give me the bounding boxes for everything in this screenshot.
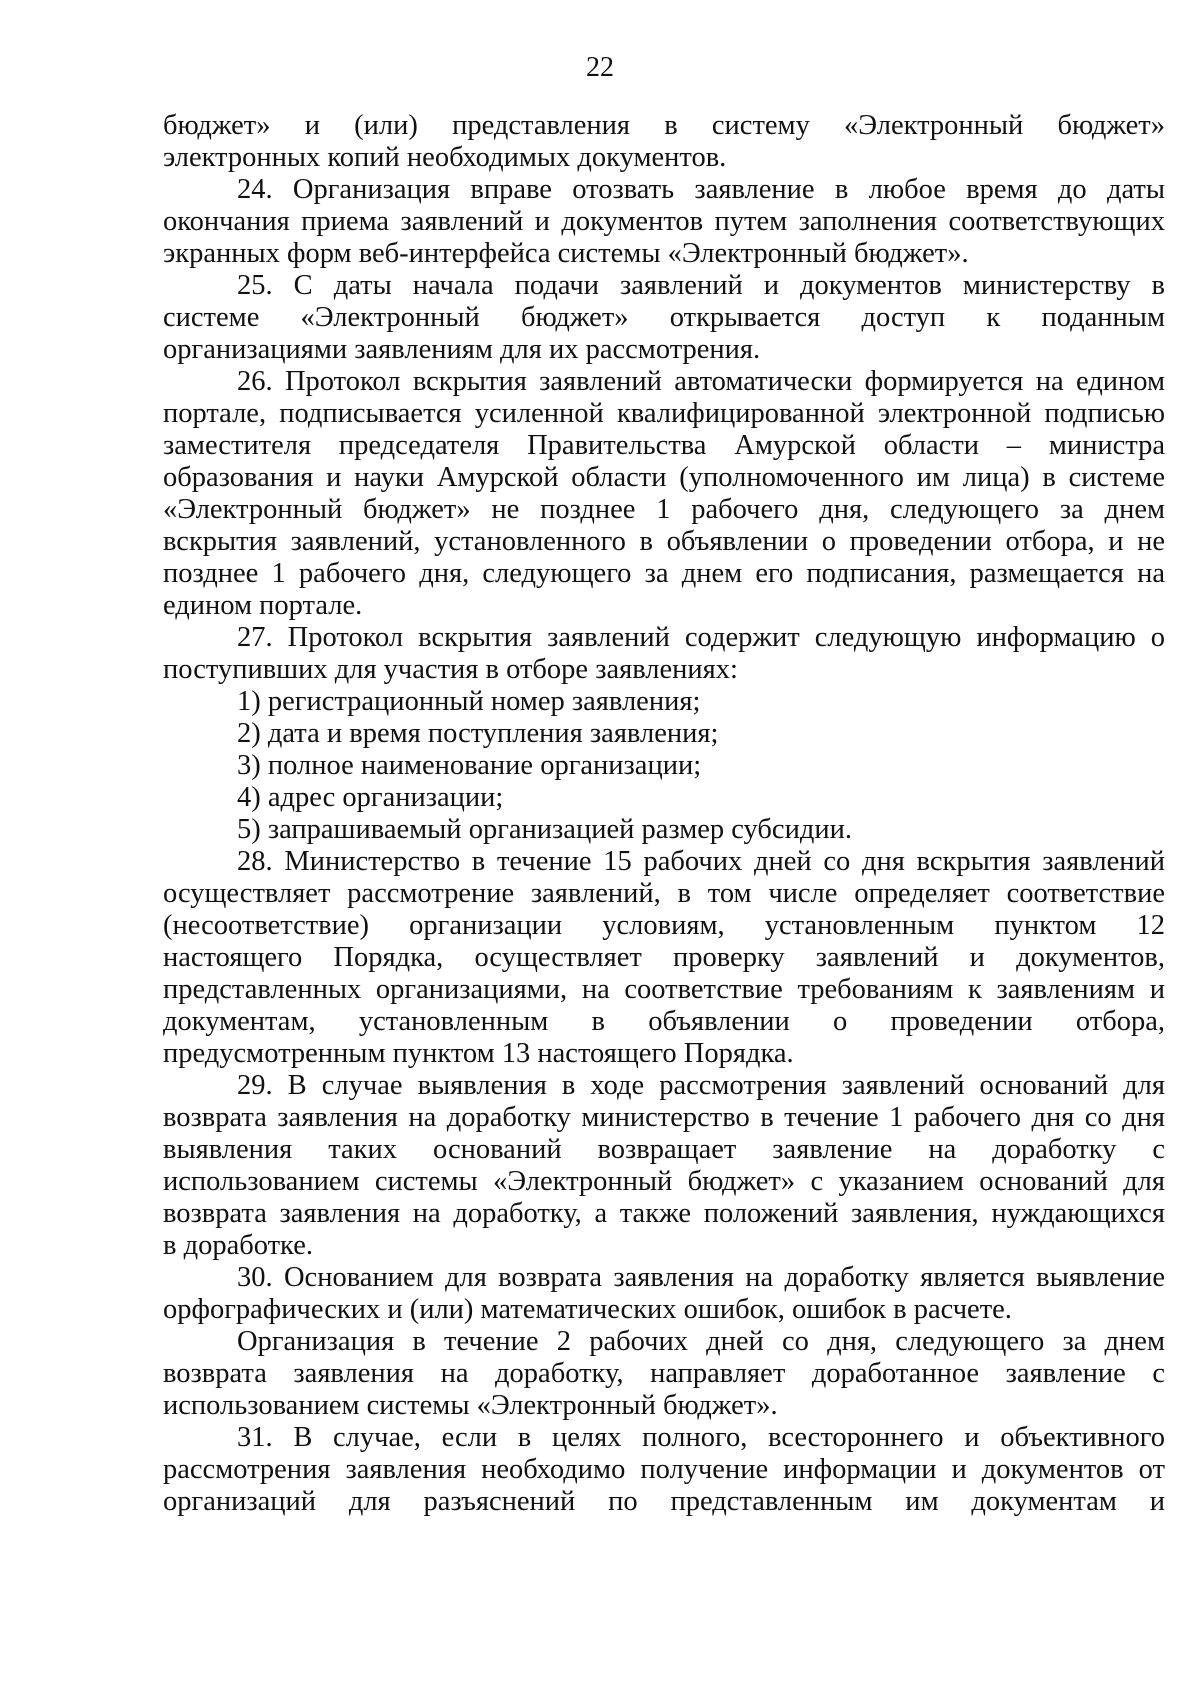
text-line: выявления таких оснований возвращает заявление на доработку с: [163, 1134, 1165, 1165]
text-line: поступивших для участия в отборе заявлениях:: [163, 654, 738, 685]
text-line: возврата заявления на доработку, направляет доработанное заявление с: [163, 1358, 1165, 1389]
text-line: осуществляет рассмотрение заявлений, в том числе определяет соответствие: [163, 878, 1165, 909]
text-line: Организация в течение 2 рабочих дней со дня, следующего за днем: [237, 1326, 1165, 1357]
text-line: 4) адрес организации;: [237, 782, 504, 813]
text-line: «Электронный бюджет» не позднее 1 рабочего дня, следующего за днем: [163, 494, 1165, 525]
text-line: 29. В случае выявления в ходе рассмотрения заявлений оснований для: [237, 1070, 1165, 1101]
text-line: возврата заявления на доработку министерство в течение 1 рабочего дня со дня: [163, 1102, 1165, 1133]
text-line: заместителя председателя Правительства Амурской области – министра: [163, 430, 1165, 461]
document-body: [163, 110, 1165, 1518]
text-line: представленных организациями, на соответствие требованиям к заявлениям и: [163, 974, 1165, 1005]
text-line: в доработке.: [163, 1230, 313, 1261]
text-line: предусмотренным пунктом 13 настоящего Порядка.: [163, 1038, 794, 1069]
text-line: вскрытия заявлений, установленного в объявлении о проведении отбора, и не: [163, 526, 1165, 557]
text-line: системе «Электронный бюджет» открывается доступ к поданным: [163, 302, 1165, 333]
text-line: экранных форм веб-интерфейса системы «Электронный бюджет».: [163, 238, 969, 269]
text-line: использованием системы «Электронный бюджет» с указанием оснований для: [163, 1166, 1165, 1197]
text-line: 5) запрашиваемый организацией размер субсидии.: [237, 814, 852, 845]
text-line: документам, установленным в объявлении о проведении отбора,: [163, 1006, 1165, 1037]
text-line: окончания приема заявлений и документов путем заполнения соответствующих: [163, 206, 1165, 237]
text-line: портале, подписывается усиленной квалифицированной электронной подписью: [163, 398, 1165, 429]
text-line: 30. Основанием для возврата заявления на доработку является выявление: [237, 1262, 1165, 1293]
text-line: электронных копий необходимых документов.: [163, 142, 727, 173]
text-line: организациями заявлениям для их рассмотрения.: [163, 334, 761, 365]
text-line: (несоответствие) организации условиям, установленным пунктом 12: [163, 910, 1165, 941]
text-line: 28. Министерство в течение 15 рабочих дней со дня вскрытия заявлений: [237, 846, 1165, 877]
text-line: орфографических и (или) математических ошибок, ошибок в расчете.: [163, 1294, 1012, 1325]
text-line: образования и науки Амурской области (уполномоченного им лица) в системе: [163, 462, 1165, 493]
text-line: 3) полное наименование организации;: [237, 750, 702, 781]
text-line: 25. С даты начала подачи заявлений и документов министерству в: [237, 270, 1165, 301]
text-line: 2) дата и время поступления заявления;: [237, 718, 719, 749]
text-line: бюджет» и (или) представления в систему «Электронный бюджет»: [163, 110, 1165, 141]
text-line: возврата заявления на доработку, а также положений заявления, нуждающихся: [163, 1198, 1165, 1229]
text-line: использованием системы «Электронный бюджет».: [163, 1390, 778, 1421]
text-line: 31. В случае, если в целях полного, всестороннего и объективного: [237, 1422, 1165, 1453]
text-line: рассмотрения заявления необходимо получение информации и документов от: [163, 1454, 1165, 1485]
text-line: 24. Организация вправе отозвать заявление в любое время до даты: [237, 174, 1165, 205]
text-line: 26. Протокол вскрытия заявлений автоматически формируется на едином: [237, 366, 1165, 397]
text-line: организаций для разъяснений по представленным им документам и: [163, 1486, 1165, 1517]
text-line: позднее 1 рабочего дня, следующего за днем его подписания, размещается на: [163, 558, 1165, 589]
text-line: 27. Протокол вскрытия заявлений содержит следующую информацию о: [237, 622, 1165, 653]
text-line: едином портале.: [163, 590, 363, 621]
text-line: настоящего Порядка, осуществляет проверку заявлений и документов,: [163, 942, 1165, 973]
text-line: 1) регистрационный номер заявления;: [237, 686, 701, 717]
page-number: 22: [586, 52, 614, 83]
